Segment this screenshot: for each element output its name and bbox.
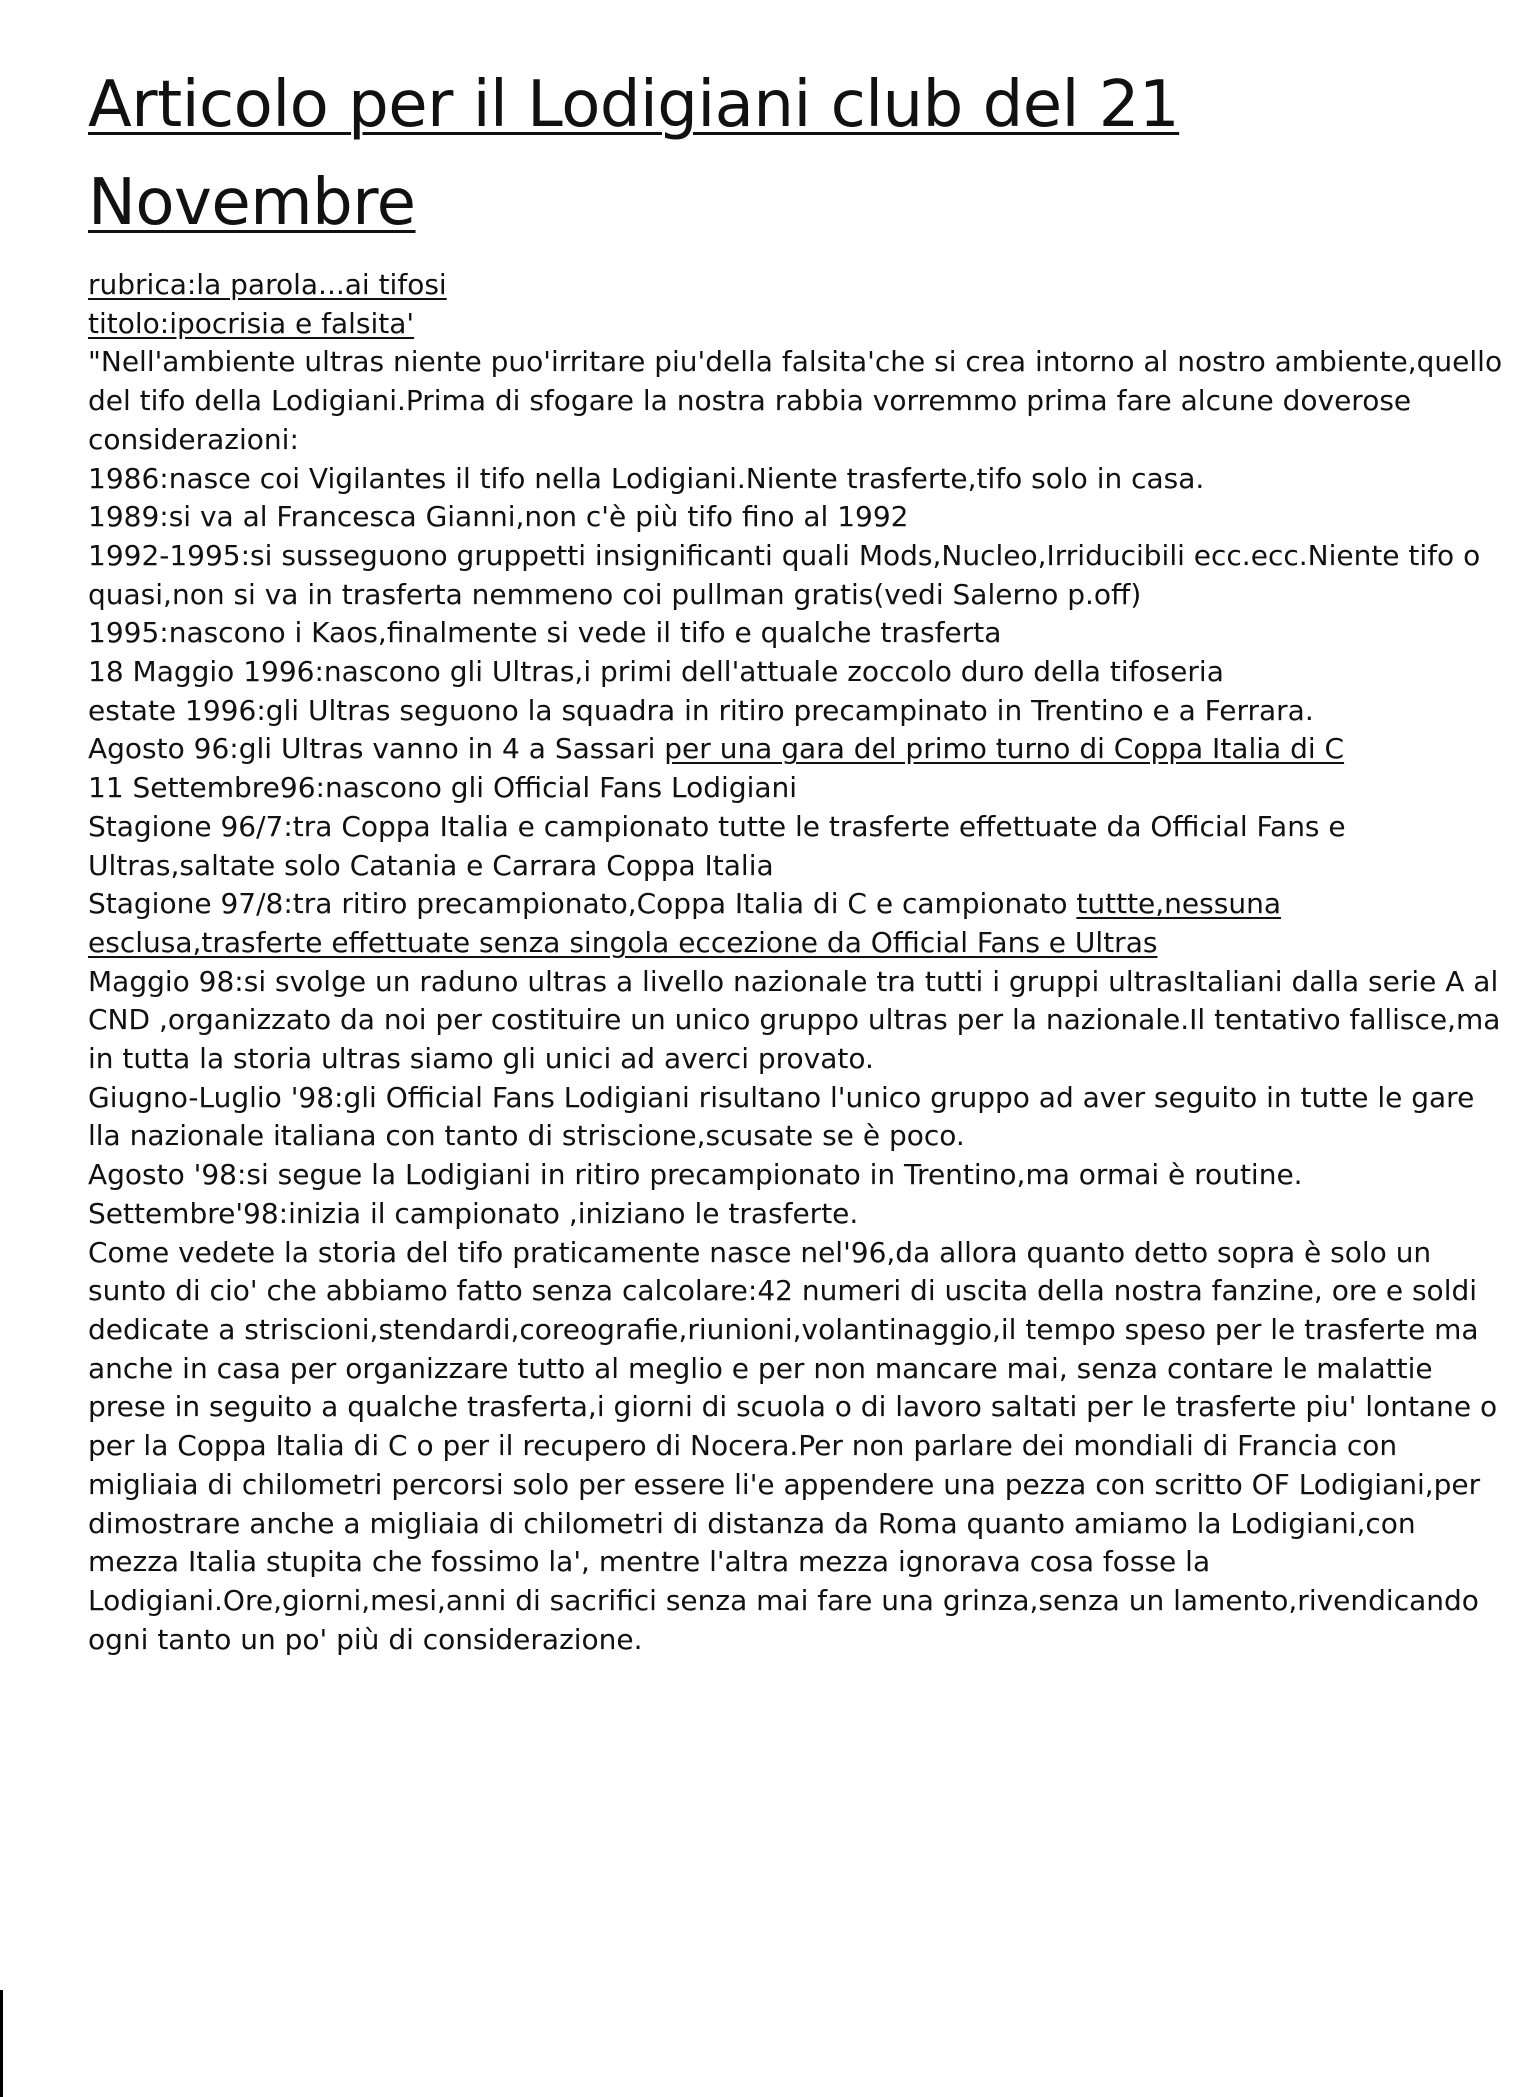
- timeline-entry-text: 1989:si va al Francesca Gianni,non c'è più tifo fino al 1992: [88, 500, 909, 534]
- timeline-entry: [88, 498, 1508, 537]
- timeline-entry-underlined: tuttte,nessuna esclusa,trasferte effettuate senza singola eccezione da Official Fans e Ultras: [88, 887, 1281, 959]
- timeline-entry-underlined: per una gara del primo turno di Coppa Italia di C: [664, 732, 1345, 766]
- titolo-line: titolo:ipocrisia e falsita': [88, 306, 415, 340]
- timeline-entry: [88, 1156, 1508, 1195]
- rubrica-line: rubrica:la parola...ai tifosi: [88, 268, 447, 301]
- timeline-entry: [88, 460, 1508, 499]
- timeline-entry: [88, 537, 1508, 614]
- article-meta: [88, 266, 1508, 343]
- timeline-entry: [88, 730, 1508, 769]
- timeline-entry-text: 11 Settembre96:nascono gli Official Fans Lodigiani: [88, 771, 798, 805]
- timeline-entry-text: Stagione 96/7:tra Coppa Italia e campionato tutte le trasferte effettuate da Official Fans e Ultras,saltate solo Catania e Carrara Coppa Italia: [88, 809, 1346, 882]
- scan-edge-mark: [0, 1990, 3, 2097]
- timeline-entry: [88, 808, 1508, 885]
- timeline-entry: [88, 963, 1508, 1079]
- timeline-entry: [88, 614, 1508, 653]
- timeline-entry-text: Settembre'98:inizia il campionato ,iniziano le trasferte.: [88, 1196, 859, 1230]
- closing-paragraph: Come vedete la storia del tifo praticamente nasce nel'96,da allora quanto detto sopra è solo un sunto di cio' che abbiamo fatto senza calcolare:42 numeri di uscita della nostra fanzine, ore e soldi dedicate a striscioni,stendardi,coreografie,riunioni,volantinaggio,il tempo speso per le trasferte ma anche in casa per organizzare tutto al meglio e per non mancare mai, senza contare le malattie prese in seguito a qualche trasferta,i giorni di scuola o di lavoro saltati per le trasferte piu' lontane o per la Coppa Italia di C o per il recupero di Nocera.Per non parlare dei mondiali di Francia con migliaia di chilometri percorsi solo per essere li'e appendere una pezza con scritto OF Lodigiani,per dimostrare anche a migliaia di chilometri di distanza da Roma quanto amiamo la Lodigiani,con mezza Italia stupita che fossimo la', mentre l'altra mezza ignorava cosa fosse la Lodigiani.Ore,giorni,mesi,anni di sacrifici senza mai fare una grinza,senza un lamento,rivendicando ogni tanto un po' più di considerazione.: [88, 1235, 1498, 1656]
- timeline-entry: [88, 885, 1508, 962]
- timeline-entry: [88, 769, 1508, 808]
- timeline-entry: [88, 692, 1508, 731]
- article-page: [88, 56, 1508, 1659]
- timeline-entry: [88, 1079, 1508, 1156]
- timeline-entry-text: Maggio 98:si svolge un raduno ultras a livello nazionale tra tutti i gruppi ultrasItaliani dalla serie A al CND ,organizzato da noi per costituire un unico gruppo ultras per la nazionale.Il tentativo fallisce,ma in tutta la storia ultras siamo gli unici ad averci provato.: [88, 964, 1501, 1076]
- timeline-entry-text: Stagione 97/8:tra ritiro precampionato,Coppa Italia di C e campionato: [88, 887, 1077, 921]
- timeline-entry-text: 1992-1995:si susseguono gruppetti insignificanti quali Mods,Nucleo,Irriducibili ecc.ecc.Niente tifo o quasi,non si va in trasferta nemmeno coi pullman gratis(vedi Salerno p.off): [88, 538, 1481, 611]
- timeline-entry-text: Giugno-Luglio '98:gli Official Fans Lodigiani risultano l'unico gruppo ad aver seguito in tutte le gare lla nazionale italiana con tanto di striscione,scusate se è poco.: [88, 1080, 1475, 1153]
- article-title: Articolo per il Lodigiani club del 21 Novembre: [88, 68, 1180, 240]
- intro-paragraph: [88, 343, 1508, 459]
- timeline-entry-text: estate 1996:gli Ultras seguono la squadra in ritiro precampinato in Trentino e a Ferrara.: [88, 693, 1314, 727]
- timeline-entry-text: 18 Maggio 1996:nascono gli Ultras,i primi dell'attuale zoccolo duro della tifoseria: [88, 655, 1224, 689]
- intro-text: "Nell'ambiente ultras niente puo'irritare piu'della falsita'che si crea intorno al nostro ambiente,quello del tifo della Lodigiani.Prima di sfogare la nostra rabbia vorremmo prima fare alcune doverose considerazioni:: [88, 345, 1503, 456]
- timeline-entry-text: Agosto '98:si segue la Lodigiani in ritiro precampionato in Trentino,ma ormai è routine.: [88, 1158, 1303, 1192]
- timeline-list: [88, 460, 1508, 1234]
- timeline-entry-text: 1995:nascono i Kaos,finalmente si vede il tifo e qualche trasferta: [88, 616, 1002, 650]
- timeline-entry-text: Agosto 96:gli Ultras vanno in 4 a Sassari: [88, 732, 665, 766]
- timeline-entry-text: 1986:nasce coi Vigilantes il tifo nella Lodigiani.Niente trasferte,tifo solo in casa.: [88, 461, 1205, 495]
- timeline-entry: [88, 1195, 1508, 1234]
- timeline-entry: [88, 653, 1508, 692]
